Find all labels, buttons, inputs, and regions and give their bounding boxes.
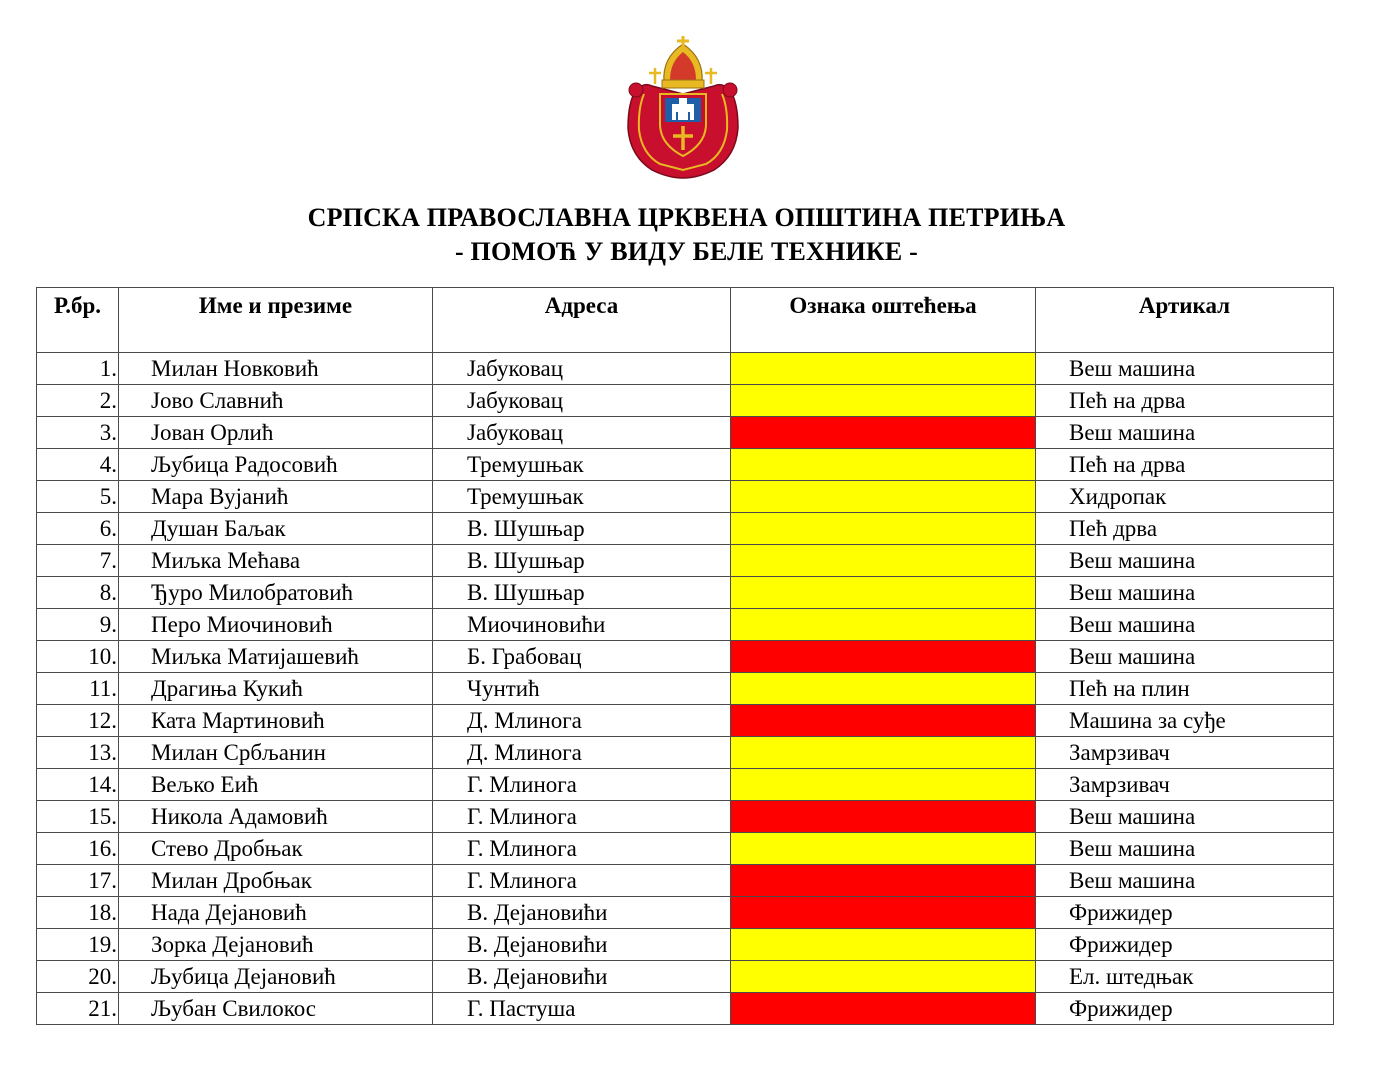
address-cell: Тремушњак [433,481,731,513]
address-cell: Тремушњак [433,449,731,481]
address-cell: В. Дејановићи [433,961,731,993]
row-number-cell: 2. [37,385,119,417]
address-cell: В. Шушњар [433,545,731,577]
damage-mark-cell [731,993,1036,1025]
table-row [37,961,1334,993]
item-cell: Веш машина [1036,865,1334,897]
name-cell: Милан Новковић [119,353,433,385]
row-number-cell: 20. [37,961,119,993]
table-row [37,577,1334,609]
name-cell: Јован Орлић [119,417,433,449]
damage-mark-cell [731,417,1036,449]
address-cell: Јабуковац [433,385,731,417]
aid-recipients-table [36,287,1334,1025]
item-cell: Веш машина [1036,577,1334,609]
table-row [37,545,1334,577]
row-number-cell: 15. [37,801,119,833]
name-cell: Ката Мартиновић [119,705,433,737]
address-cell: Д. Млинога [433,737,731,769]
table-row [37,609,1334,641]
row-number-cell: 14. [37,769,119,801]
row-number-cell: 4. [37,449,119,481]
address-cell: В. Дејановићи [433,897,731,929]
damage-mark-cell [731,449,1036,481]
table-row [37,801,1334,833]
address-cell: В. Шушњар [433,513,731,545]
coat-of-arms-icon [622,32,744,180]
name-cell: Љубица Радосовић [119,449,433,481]
table-row [37,769,1334,801]
name-cell: Миљка Мећава [119,545,433,577]
damage-mark-cell [731,481,1036,513]
header-name: Име и презиме [119,288,433,353]
table-row [37,737,1334,769]
name-cell: Јово Славнић [119,385,433,417]
row-number-cell: 11. [37,673,119,705]
row-number-cell: 21. [37,993,119,1025]
address-cell: Јабуковац [433,353,731,385]
item-cell: Веш машина [1036,833,1334,865]
damage-mark-cell [731,353,1036,385]
table-row [37,481,1334,513]
row-number-cell: 3. [37,417,119,449]
address-cell: В. Дејановићи [433,929,731,961]
name-cell: Душан Баљак [119,513,433,545]
row-number-cell: 7. [37,545,119,577]
item-cell: Хидропак [1036,481,1334,513]
name-cell: Миљка Матијашевић [119,641,433,673]
row-number-cell: 13. [37,737,119,769]
name-cell: Никола Адамовић [119,801,433,833]
address-cell: Јабуковац [433,417,731,449]
row-number-cell: 19. [37,929,119,961]
item-cell: Ел. штедњак [1036,961,1334,993]
row-number-cell: 12. [37,705,119,737]
table-row [37,641,1334,673]
table-row [37,705,1334,737]
address-cell: Миочиновићи [433,609,731,641]
item-cell: Пећ дрва [1036,513,1334,545]
item-cell: Замрзивач [1036,769,1334,801]
name-cell: Зорка Дејановић [119,929,433,961]
address-cell: Г. Млинога [433,865,731,897]
row-number-cell: 18. [37,897,119,929]
damage-mark-cell [731,801,1036,833]
name-cell: Нада Дејановић [119,897,433,929]
damage-mark-cell [731,641,1036,673]
item-cell: Веш машина [1036,641,1334,673]
table-row [37,929,1334,961]
item-cell: Веш машина [1036,801,1334,833]
damage-mark-cell [731,673,1036,705]
item-cell: Фрижидер [1036,929,1334,961]
item-cell: Веш машина [1036,417,1334,449]
table-row [37,417,1334,449]
damage-mark-cell [731,897,1036,929]
name-cell: Милан Србљанин [119,737,433,769]
row-number-cell: 5. [37,481,119,513]
damage-mark-cell [731,705,1036,737]
item-cell: Веш машина [1036,609,1334,641]
row-number-cell: 16. [37,833,119,865]
row-number-cell: 6. [37,513,119,545]
row-number-cell: 1. [37,353,119,385]
damage-mark-cell [731,929,1036,961]
item-cell: Замрзивач [1036,737,1334,769]
item-cell: Пећ на дрва [1036,385,1334,417]
address-cell: Чунтић [433,673,731,705]
name-cell: Ђуро Милобратовић [119,577,433,609]
table-row [37,385,1334,417]
damage-mark-cell [731,577,1036,609]
damage-mark-cell [731,545,1036,577]
document-title: СРПСКА ПРАВОСЛАВНА ЦРКВЕНА ОПШТИНА ПЕТРИЊА [307,203,1066,232]
row-number-cell: 17. [37,865,119,897]
header-item: Артикал [1036,288,1334,353]
table-row [37,673,1334,705]
name-cell: Мара Вујанић [119,481,433,513]
item-cell: Пећ на плин [1036,673,1334,705]
item-cell: Фрижидер [1036,897,1334,929]
table-row [37,513,1334,545]
name-cell: Милан Дробњак [119,865,433,897]
name-cell: Драгиња Кукић [119,673,433,705]
table-row [37,865,1334,897]
damage-mark-cell [731,609,1036,641]
row-number-cell: 9. [37,609,119,641]
address-cell: Б. Грабовац [433,641,731,673]
name-cell: Перо Миочиновић [119,609,433,641]
table-header-row [37,288,1334,353]
address-cell: Г. Пастуша [433,993,731,1025]
table-row [37,353,1334,385]
address-cell: Г. Млинога [433,769,731,801]
table-row [37,449,1334,481]
row-number-cell: 8. [37,577,119,609]
table-row [37,897,1334,929]
damage-mark-cell [731,385,1036,417]
document-subtitle: - ПОМОЋ У ВИДУ БЕЛЕ ТЕХНИКЕ - [454,237,919,266]
damage-mark-cell [731,737,1036,769]
item-cell: Веш машина [1036,545,1334,577]
damage-mark-cell [731,961,1036,993]
header-address: Адреса [433,288,731,353]
item-cell: Пећ на дрва [1036,449,1334,481]
item-cell: Фрижидер [1036,993,1334,1025]
address-cell: В. Шушњар [433,577,731,609]
table-row [37,993,1334,1025]
address-cell: Г. Млинога [433,833,731,865]
damage-mark-cell [731,833,1036,865]
damage-mark-cell [731,865,1036,897]
name-cell: Вељко Еић [119,769,433,801]
header-damage-mark: Ознака оштећења [731,288,1036,353]
damage-mark-cell [731,769,1036,801]
header-row-number: Р.бр. [37,288,119,353]
name-cell: Стево Дробњак [119,833,433,865]
name-cell: Љубица Дејановић [119,961,433,993]
address-cell: Д. Млинога [433,705,731,737]
address-cell: Г. Млинога [433,801,731,833]
name-cell: Љубан Свилокос [119,993,433,1025]
item-cell: Веш машина [1036,353,1334,385]
damage-mark-cell [731,513,1036,545]
table-row [37,833,1334,865]
item-cell: Машина за суђе [1036,705,1334,737]
row-number-cell: 10. [37,641,119,673]
